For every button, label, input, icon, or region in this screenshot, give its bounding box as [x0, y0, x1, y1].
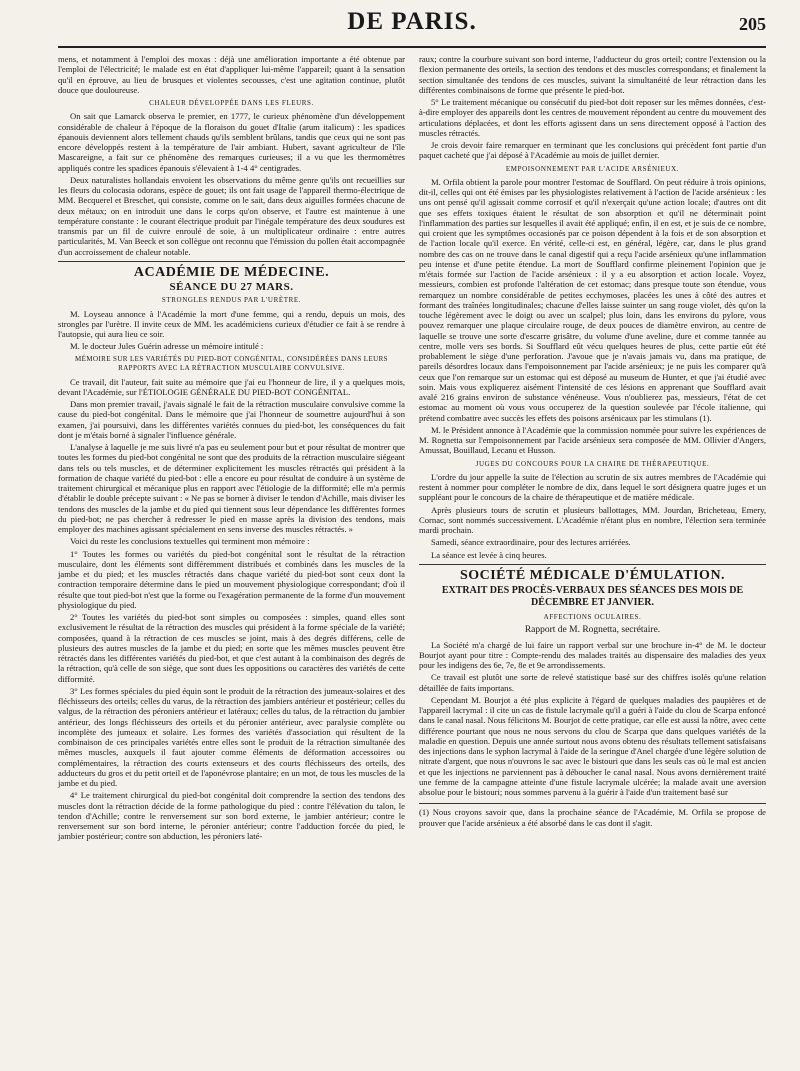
running-title: DE PARIS.: [347, 8, 477, 35]
paragraph: mens, et notamment à l'emploi des moxas : déjà une amélioration importante a été obtenue par l'emploi de l'électricité; le malade est en état d'appliquer lui-même l'appareil; quant à la sensation qu'il en éprouve, au lieu de brusques et violentes secousses, c'est une agitation continue, plutôt douce que douloureuse.: [58, 54, 405, 95]
session-title: SÉANCE DU 27 MARS.: [169, 281, 294, 293]
section-heading: STRONGLES RENDUS PAR L'URÈTRE.: [161, 296, 302, 305]
columns: [58, 54, 766, 844]
paragraph: Ce travail est plutôt une sorte de relevé statistique basé sur des chiffres isolés qu'une relation détaillée de faits importans.: [419, 672, 766, 693]
page-header: [58, 8, 766, 48]
paragraph: 3° Les formes spéciales du pied équin sont le produit de la rétraction des jumeaux-solaires et des fléchisseurs des orteils; celles du varus, de la rétraction des jambiers antérieur et postérieur; celles du valgus, de la rétraction des péroniers antérieur et latéraux; celles du talus, de la rétraction du jambier antérieur, des longs fléchisseurs des orteils et du péronier antérieur, avec paralysie complète ou incomplète des jumeaux et solaire. Les formes des variétés d'association qui résultent de la combinaison de ces principales variétés entre elles sont le produit de la rétraction simultanée des mêmes muscles, auxquels il faut ajouter comme éléments de déformation accessoires ou complémentaires, la rétraction des courts extenseurs et des courts fléchisseurs des orteils, des adducteurs du gros et du petit orteil et de l'aponévrose plantaire; en un mot, de tous les muscles de la jambe et du pied.: [58, 685, 405, 788]
paragraph: L'ordre du jour appelle la suite de l'élection au scrutin de six autres membres de l'Académie qui restent à nommer pour compléter le nombre de dix, dans lequel le sort désignera quatre juges et un suppléant pour le concours de la chaire de thérapeutique et de matière médicale.: [419, 471, 766, 503]
subsection-title: EXTRAIT DES PROCÈS-VERBAUX DES SÉANCES DES MOIS DE DÉCEMBRE ET JANVIER.: [441, 585, 744, 608]
paragraph: Cependant M. Bourjot a été plus explicite à l'égard de quelques maladies des paupières et de l'appareil lacrymal : il cite un cas de fistule lacrymale qu'il a guéri à l'aide du clou de Scarpa enfoncé dans le canal nasal. Nous félicitons M. Bourjot de cette pratique, car elle est aussi la nôtre, avec cette différence pourtant que nous ne nous servons du clou de Scarpa que dans quelques variétés de la maladie en question. Depuis une année surtout nous avons obtenu des résultats tellement satisfaisans des injections dans le syphon lacrymal à l'aide de la seringue d'Anel chargée d'une légère solution de nitrate d'argent, que nous n'ouvrons le sac avec le bistouri que dans les seuls cas où le mal est ancien et que les injections ne parviennent pas à déboucher le canal nasal. Nous avons dernièrement traité une femme de la campagne atteinte d'une fistule lacrymale ulcérée; la malade avait une aversion absolue pour le bistouri; nous sommes parvenu à la guérir à l'aide d'un traitement basé sur: [419, 694, 766, 797]
section-heading: CHALEUR DÉVELOPPÉE DANS LES FLEURS.: [149, 99, 314, 107]
paragraph: L'analyse à laquelle je me suis livré n'a pas eu seulement pour but et pour résultat de montrer que toutes les formes du pied-bot congénital ne sont que des produits de la rétraction musculaire siégeant dans tels ou tels muscles, et de déterminer explicitement les muscles rétractés qui président à la formation de chaque variété du pied-bot : elle a encore eu pour résultat de conduire à un système de traitement chirurgical et mécanique plus en rapport avec l'étiologie de la difformité; elle m'a permis d'établir le double précepte suivant : « Ne pas se borner à diviser le tendon d'Achille, mais diviser les tendons des muscles de la jambe et du pied qui tiennent sous leur dépendance les différentes formes du pied-bot; ne pas chercher à redresser le pied en masse après la division des tendons, mais employer des machines agissant spécialement en sens inverse des muscles rétractés. »: [58, 442, 405, 534]
paragraph: La séance est levée à cinq heures.: [431, 549, 547, 560]
paragraph: M. Orfila obtient la parole pour montrer l'estomac de Soufflard. On peut réduire à trois opinions, dit-il, celles qui ont été émises par les physiologistes relativement à l'action de l'acide arsénieux : les uns ont pensé qu'il agissait comme corrosif et qu'il n'exerçait qu'une action locale; d'autres ont dit que ses effets toxiques étaient le résultat de son absorption et qu'il ne déterminait point l'inflammation des parties sur lesquelles il avait été appliqué; enfin, il en est, et je suis de ce nombre, qui croient que les symptômes occasionés par ce poison dépendent à la fois et de son absorption et de l'action locale qu'il exerce. En vérité, celle-ci est, en général, légère, car, dans le plus grand nombre des cas on ne trouve dans le canal digestif qui a reçu l'acide arsénieux qu'une inflammation peu intense et d'une petite étendue. La mort de Soufflard confirme pleinement l'opinion que je m'étais formée sur l'action de l'acide arsénieux : il y a eu absorption et action locale. Voyez, messieurs, combien est profonde l'altération de cet estomac; dans presque toute son étendue, vous remarquez un nombre considérable de petites ecchymoses, placées les unes à côté des autres et formant des traînées longitudinales; chacune d'elles laisse suinter un sang rouge violet, dès qu'on la touche légèrement avec le doigt ou avec un scalpel; plus loin, dans les environs du pylore, vous pouvez remarquer une plaque circulaire rouge, de deux pouces de diamètre environ, au centre de laquelle se trouve une sorte d'escarre grisâtre, du volume d'une aveline, dure et comme tannée au centre, molle vers ses bords. Si Soufflard eût vécu quelques heures de plus, cette partie eût été probablement le siège d'une perforation. J'avoue que je n'avais jamais vu, dans ma pratique, de pareils désordres locaux dans l'empoisonnement par l'acide arsénieux; je ne puis les comparer qu'à ceux que l'on remarque sur un estomac qui est déposé au museum de Hunter, et que j'ai étudié avec soin. Mais vous expliquerez aisément l'intensité de ces lésions en apprenant que Soufflard avait avalé 216 grains environ de substance vénéneuse. Vous n'oublierez pas, messieurs, l'état de cet estomac au moment où vous vous occuperez de la question soulevée par l'école italienne, qui prétend combattre avec succès les effets des poisons arsénicaux par les stimulans (1).: [419, 176, 766, 423]
left-column: [58, 54, 405, 844]
right-column: [419, 54, 766, 844]
section-title: SOCIÉTÉ MÉDICALE D'ÉMULATION.: [459, 567, 726, 583]
paragraph: M. le docteur Jules Guérin adresse un mémoire intitulé :: [70, 341, 264, 352]
paragraph: 4° Le traitement chirurgical du pied-bot congénital doit comprendre la section des tendons des muscles dont la rétraction décide de la forme pathologique du pied : contre l'élévation du talon, le tendon d'Achille; contre le renversement sur son bord externe, le jambier antérieur; contre le renversement sur son bord interne, le péronier antérieur; contre l'adduction forcée du pied, le jambier postérieur; contre son abduction, les péroniers laté-: [58, 790, 405, 842]
page: [0, 8, 800, 1071]
paragraph: Après plusieurs tours de scrutin et plusieurs ballottages, MM. Jourdan, Bricheteau, Emery, Cornac, sont nommés successivement. L'Académie n'étant plus en nombre, l'élection sera terminée mardi prochain.: [419, 504, 766, 535]
section-heading: EMPOISONNEMENT PAR L'ACIDE ARSÉNIEUX.: [505, 164, 680, 173]
paragraph: On sait que Lamarck observa le premier, en 1777, le curieux phénomène d'un développement considérable de chaleur à l'époque de la floraison du gouet d'Italie (arum italicum) : les spadices épanouis deviennent alors tellement chauds qu'ils semblent brûlans, tandis que ceux qui ne sont pas encore développés restent à la température de l'air ambiant. Hubert, savant agriculteur de l'île Mascareigne, a fait sur ce phénomène des remarques curieuses; il a vu que les thermomètres appliqués contre les spadices épanouis s'élevaient à 1-4 4° centigrades.: [58, 111, 405, 173]
paragraph: 2° Toutes les variétés du pied-bot sont simples ou composées : simples, quand elles sont exclusivement le résultat de la rétraction des muscles qui président à la forme spéciale de la variété; composées, quand à la rétraction de ces muscles se joint, mais à des degrés différens, celle de plusieurs des autres muscles de la jambe et du pied; en sorte que les mêmes muscles peuvent être rétractés dans les différentes variétés du pied-bot, et que c'est autant à la combinaison des degrés de la rétraction, qu'à celle de son siège, que sont dues les oppositions ou caractères des variétés de cette difformité.: [58, 612, 405, 684]
section-heading: AFFECTIONS OCULAIRES.: [543, 613, 642, 621]
paragraph: Voici du reste les conclusions textuelles qui terminent mon mémoire :: [70, 536, 310, 547]
section-heading: JUGES DU CONCOURS POUR LA CHAIRE DE THÉRAPEUTIQUE.: [475, 459, 710, 468]
paragraph: Ce travail, dit l'auteur, fait suite au mémoire que j'ai eu l'honneur de lire, il y a quelques mois, devant l'Académie, sur l'ÉTIOLOGIE GÉNÉRALE DU PIED-BOT CONGÉNITAL.: [58, 376, 405, 397]
paragraph: Deux naturalistes hollandais envoient les observations du même genre qu'ils ont recueillies sur les fleurs du colocasia odorans, espèce de gouet; ils ont fait usage de l'appareil thermo-électrique de MM. Becquerel et Breschet, qui consiste, comme on le sait, dans deux aiguilles formées chacune de deux métaux; on en introduit une dans le corps qu'on observe, et l'autre est maintenue à une température constante : le courant électrique produit par l'inégale température des deux soudures est transmis par un fil de cuivre enroulé de soie, à un multiplicateur ordinaire : entre autres particularités, M. Van Beeck et son collègue ont reconnu que l'émission du pollen était accompagnée d'un accroissement de chaleur notable.: [58, 174, 405, 257]
footnote: (1) Nous croyons savoir que, dans la prochaine séance de l'Académie, M. Orfila se propose de prouver que l'acide arsénieux a été absorbé dans le cas dont il s'agit.: [419, 803, 766, 828]
divider: [419, 564, 766, 565]
paragraph: M. Loyseau annonce à l'Académie la mort d'une femme, qui a rendu, depuis un mois, des strongles par l'urètre. Il invite ceux de MM. les académiciens curieux d'étudier ce fait à se rendre à l'autopsie, qui aura lieu ce soir.: [58, 308, 405, 339]
report-byline: Rapport de M. Rognetta, secrétaire.: [524, 625, 661, 636]
paragraph: Dans mon premier travail, j'avais signalé le fait de la rétraction musculaire convulsive comme la cause du pied-bot congénital. Dans le mémoire que j'ai l'honneur de soumettre aujourd'hui à son examen, j'ai poursuivi, dans les différentes variétés connues du pied-bot, les conséquences du fait dont je m'étais borné à signaler l'influence générale.: [58, 399, 405, 440]
memoir-title: MÉMOIRE SUR LES VARIÉTÉS DU PIED-BOT CONGÉNITAL, CONSIDÉRÉES DANS LEURS RAPPORTS AVEC LA RÉTRACTION MUSCULAIRE CONVULSIVE.: [75, 354, 388, 372]
paragraph: raux; contre la courbure suivant son bord interne, l'adducteur du gros orteil; contre l'extension ou la flexion permanente des orteils, la section des tendons et des muscles correspondans; et finalement la section simultanée des tendons de ces muscles, suivant la simultanéité de leur rétraction dans les différentes combinaisons de forme que présente le pied-bot.: [419, 54, 766, 95]
paragraph: Je crois devoir faire remarquer en terminant que les conclusions qui précèdent font partie d'un paquet cacheté que j'ai déposé à l'Académie au mois de juillet dernier.: [419, 140, 766, 161]
divider: [58, 261, 405, 262]
paragraph: 5° Le traitement mécanique ou consécutif du pied-bot doit reposer sur les mêmes données, c'est-à-dire employer des appareils dont les centres de mouvement répondent au centre du mouvement des articulations déplacées, et dont les efforts agissent dans un sens directement opposé à l'action des muscles rétractés.: [419, 97, 766, 138]
section-title: ACADÉMIE DE MÉDECINE.: [133, 264, 330, 280]
paragraph: M. le Président annonce à l'Académie que la commission nommée pour suivre les expériences de M. Rognetta sur l'empoisonnement par l'acide arsénieux sera composée de MM. Ollivier d'Angers, Amussat, Bouillaud, Lecanu et Husson.: [419, 424, 766, 456]
paragraph: Samedi, séance extraordinaire, pour des lectures arriérées.: [431, 537, 631, 548]
paragraph: 1° Toutes les formes ou variétés du pied-bot congénital sont le résultat de la rétraction musculaire, dont les éléments sont différemment distribués et combinés dans les muscles de la jambe et du pied; et les muscles rétractés dans chaque variété du pied-bot sont ceux dont la contraction temporaire détermine dans le pied un mouvement physiologique correspondant; d'où il résulte que tout pied-bot n'est que la forme ou l'exagération permanente de la forme d'un mouvement physiologique du pied.: [58, 548, 405, 610]
page-number: 205: [739, 14, 766, 34]
paragraph: La Société m'a chargé de lui faire un rapport verbal sur une brochure in-4° de M. le docteur Bourjot ayant pour titre : Compte-rendu des malades traités au dispensaire des maladies des yeux pour les indigens des 6e, 7e, 8e et 9e arrondissements.: [419, 639, 766, 670]
